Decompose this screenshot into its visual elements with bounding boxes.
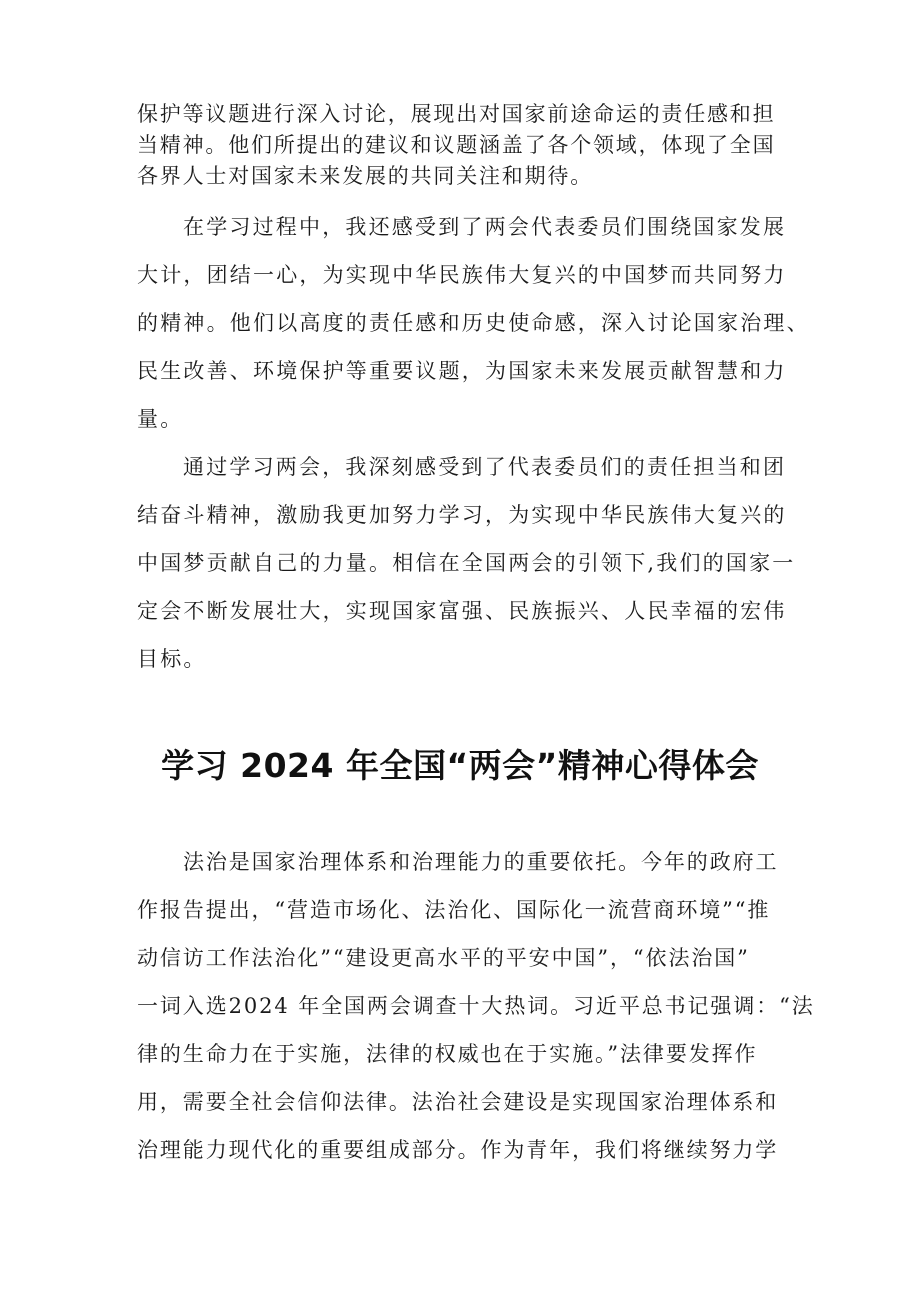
paragraph-conclusion	[137, 443, 797, 683]
text-line: 动信访工作法治化”“建设更高水平的平安中国”，“依法治国”	[137, 946, 750, 970]
text-line: 用，需要全社会信仰法律。法治社会建设是实现国家治理体系和	[137, 1090, 779, 1114]
text-line: 目标。	[137, 647, 207, 671]
text-line: 律的生命力在于实施，法律的权威也在于实施。”法律要发挥作	[137, 1042, 758, 1066]
text-line: 的精神。他们以高度的责任感和历史使命感，深入讨论国家治理、	[137, 311, 810, 335]
text-line: 作报告提出，“营造市场化、法治化、国际化一流营商环境”“推	[137, 898, 771, 922]
text-line: 法治是国家治理体系和治理能力的重要依托。今年的政府工	[183, 850, 779, 874]
text-line: 当精神。他们所提出的建议和议题涵盖了各个领域，体现了全国	[137, 133, 776, 157]
paragraph-rule-of-law	[137, 838, 815, 1174]
text-line: 保护等议题进行深入讨论，展现出对国家前途命运的责任感和担	[137, 102, 776, 126]
text-line: 中国梦贡献自己的力量。相信在全国两会的引领下,我们的国家一	[137, 551, 796, 575]
text-line: 民生改善、环境保护等重要议题，为国家未来发展贡献智慧和力	[137, 359, 787, 383]
text-line: 各界人士对国家未来发展的共同关注和期待。	[137, 164, 593, 188]
text-line: 一词入选2024 年全国两会调查十大热词。习近平总书记强调：“法	[137, 994, 815, 1018]
text-line: 大计，团结一心，为实现中华民族伟大复兴的中国梦而共同努力	[137, 263, 787, 287]
text-line: 定会不断发展壮大，实现国家富强、民族振兴、人民幸福的宏伟	[137, 599, 787, 623]
text-line: 量。	[137, 407, 184, 431]
text-line: 结奋斗精神，激励我更加努力学习，为实现中华民族伟大复兴的	[137, 503, 787, 527]
text-line: 在学习过程中，我还感受到了两会代表委员们围绕国家发展	[183, 215, 787, 239]
article-title: 学习 2024 年全国“两会”精神心得体会	[161, 746, 759, 785]
paragraph-learning-process	[137, 203, 810, 443]
text-line: 治理能力现代化的重要组成部分。作为青年，我们将继续努力学	[137, 1138, 779, 1162]
text-line: 通过学习两会，我深刻感受到了代表委员们的责任担当和团	[183, 455, 787, 479]
paragraph-continued	[137, 99, 797, 192]
